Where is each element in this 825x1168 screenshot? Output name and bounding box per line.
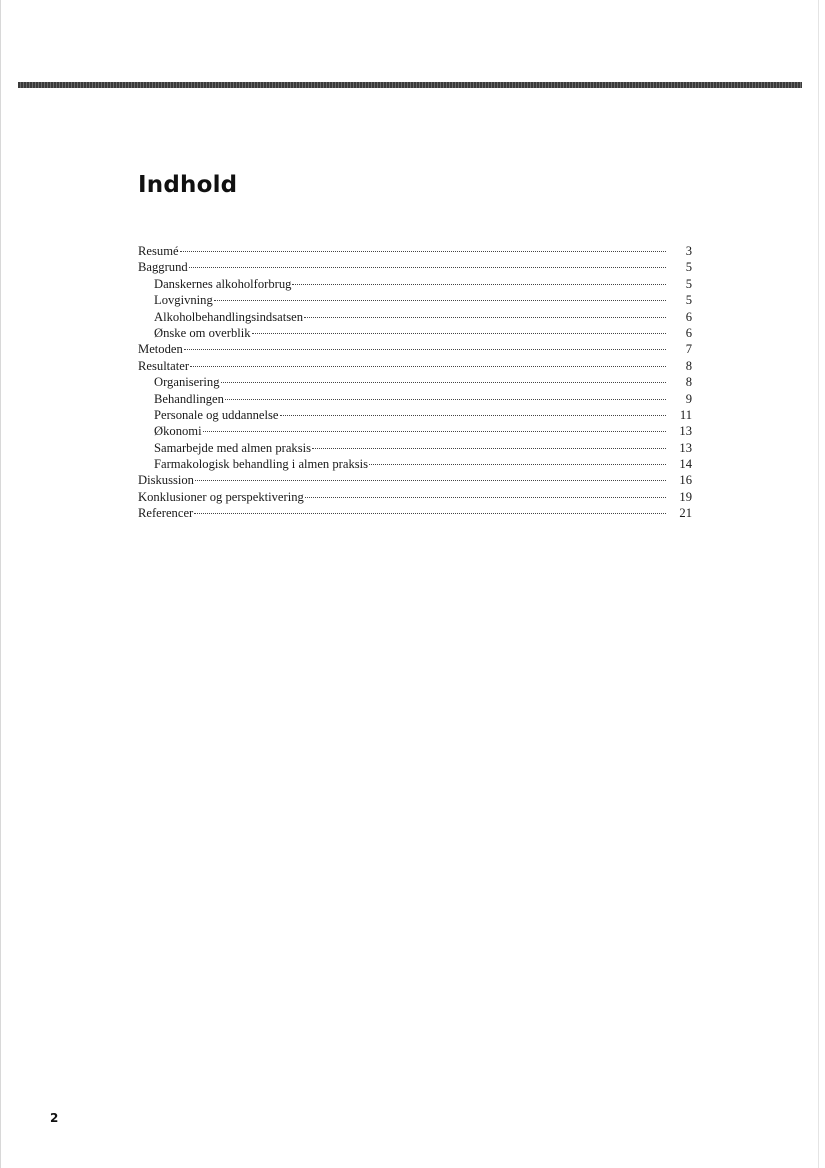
toc-entry-label: Personale og uddannelse: [154, 407, 279, 422]
page-number: 2: [50, 1111, 59, 1125]
page-title: Indhold: [138, 172, 238, 198]
toc-entry[interactable]: [138, 325, 692, 341]
toc-entry-label: Resultater: [138, 358, 190, 373]
scan-left-edge: [0, 0, 1, 1168]
toc-entry-page: 5: [685, 260, 692, 275]
toc-dot-leader: [252, 333, 666, 334]
toc-entry-label: Alkoholbehandlingsindsatsen: [154, 309, 304, 324]
toc-entry-label: Baggrund: [138, 260, 188, 275]
toc-entry-page: 13: [679, 440, 692, 455]
toc-entry-page: 3: [685, 244, 692, 258]
toc-entry-page: 21: [679, 506, 692, 521]
toc-dot-leader: [214, 300, 666, 301]
toc-entry-label: Økonomi: [154, 424, 202, 439]
toc-entry-label: Behandlingen: [154, 391, 224, 406]
toc-entry-page: 9: [685, 391, 692, 406]
toc-entry[interactable]: [138, 358, 692, 374]
toc-dot-leader: [280, 415, 666, 416]
toc-entry-label: Referencer: [138, 506, 194, 521]
toc-dot-leader: [203, 431, 666, 432]
toc-entry[interactable]: [138, 341, 692, 357]
toc-dot-leader: [225, 399, 666, 400]
toc-entry-page: 16: [679, 473, 692, 488]
toc-dot-leader: [195, 480, 666, 481]
table-of-contents: [138, 243, 692, 522]
toc-dot-leader: [184, 349, 666, 350]
toc-dot-leader: [189, 267, 666, 268]
toc-entry-page: 5: [685, 293, 692, 308]
toc-entry-page: 6: [685, 325, 692, 340]
toc-entry[interactable]: [138, 391, 692, 407]
toc-entry-page: 11: [679, 407, 692, 422]
toc-dot-leader: [190, 366, 666, 367]
toc-dot-leader: [369, 464, 666, 465]
toc-entry[interactable]: [138, 259, 692, 275]
toc-entry[interactable]: [138, 440, 692, 456]
toc-entry-label: Diskussion: [138, 473, 194, 488]
toc-entry-page: 7: [685, 342, 692, 357]
toc-entry[interactable]: [138, 489, 692, 505]
toc-entry-label: Samarbejde med almen praksis: [154, 440, 312, 455]
toc-entry-page: 8: [685, 358, 692, 373]
toc-entry[interactable]: [138, 292, 692, 308]
toc-entry[interactable]: [138, 309, 692, 325]
toc-dot-leader: [304, 317, 666, 318]
header-rule: [18, 82, 802, 88]
toc-entry-label: Lovgivning: [154, 293, 213, 308]
scan-right-edge: [818, 0, 819, 1168]
toc-dot-leader: [305, 497, 666, 498]
toc-entry-label: Danskernes alkoholforbrug: [154, 276, 292, 291]
toc-dot-leader: [180, 251, 666, 252]
toc-dot-leader: [221, 382, 666, 383]
toc-entry[interactable]: [138, 243, 692, 259]
toc-entry[interactable]: [138, 423, 692, 439]
toc-entry[interactable]: [138, 276, 692, 292]
toc-entry-label: Metoden: [138, 342, 183, 357]
toc-entry-label: Organisering: [154, 375, 220, 390]
toc-entry[interactable]: [138, 374, 692, 390]
toc-entry-page: 6: [685, 309, 692, 324]
toc-entry-page: 14: [679, 457, 692, 472]
toc-entry-label: Farmakologisk behandling i almen praksis: [154, 457, 369, 472]
toc-entry-page: 13: [679, 424, 692, 439]
toc-entry-label: Ønske om overblik: [154, 325, 251, 340]
toc-entry-page: 5: [685, 276, 692, 291]
toc-entry-page: 8: [685, 375, 692, 390]
toc-entry[interactable]: [138, 407, 692, 423]
toc-dot-leader: [312, 448, 666, 449]
toc-entry[interactable]: [138, 472, 692, 488]
toc-dot-leader: [194, 513, 666, 514]
toc-entry[interactable]: [138, 456, 692, 472]
toc-dot-leader: [292, 284, 666, 285]
toc-entry-label: Resumé: [138, 244, 179, 258]
toc-entry-label: Konklusioner og perspektivering: [138, 489, 304, 504]
toc-entry-page: 19: [679, 489, 692, 504]
toc-entry[interactable]: [138, 505, 692, 521]
